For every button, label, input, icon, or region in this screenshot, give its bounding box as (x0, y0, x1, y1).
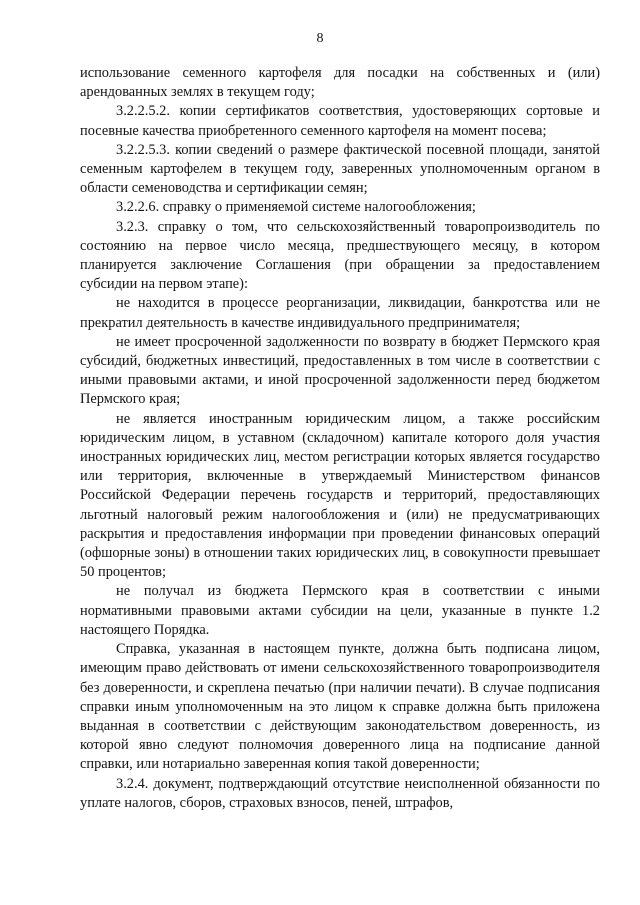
paragraph-3-2-4: 3.2.4. документ, подтверждающий отсутствие неисполненной обязанности по уплате налогов, сборов, страховых взносов, пеней, штрафов, (80, 775, 600, 811)
paragraph-debt: не имеет просроченной задолженности по возврату в бюджет Пермского края субсидий, бюджетных инвестиций, предоставленных в том числе в соответствии с иными правовыми актами, и иной просроченной задолженности перед бюджетом Пермского края; (80, 333, 600, 408)
paragraph-3-2-3: 3.2.3. справку о том, что сельскохозяйственный товаропроизводитель по состоянию на первое число месяца, предшествующего месяцу, в котором планируется заключение Соглашения (при обращении за предоставлением субсидии на первом этапе): (80, 218, 600, 293)
document-body (80, 64, 600, 813)
paragraph-3-2-2-5-3: 3.2.2.5.3. копии сведений о размере фактической посевной площади, занятой семенным картофелем в текущем году, заверенных уполномоченным органом в области семеноводства и сертификации семян; (80, 141, 600, 197)
paragraph-reorganization: не находится в процессе реорганизации, ликвидации, банкротства или не прекратил деятельность в качестве индивидуального предпринимателя; (80, 295, 600, 331)
page-number: 8 (316, 31, 324, 46)
paragraph-subsidies: не получал из бюджета Пермского края в соответствии с иными нормативными правовыми актами субсидии на цели, указанные в пункте 1.2 настоящего Порядка. (80, 583, 600, 638)
paragraph-continuation: использование семенного картофеля для посадки на собственных и (или) арендованных землях в текущем году; (80, 65, 600, 101)
paragraph-signature-requirement: Справка, указанная в настоящем пункте, должна быть подписана лицом, имеющим право действовать от имени сельскохозяйственного товаропроизводителя без доверенности, и скреплена печатью (при наличии печати). В случае подписания справки иным уполномоченным на это лицом к справке должна быть приложена выданная в соответствии с действующим законодательством доверенность, из которой явно следуют полномочия доверенного лица на подписание данной справки, или нотариально заверенная копия такой доверенности; (80, 641, 600, 773)
paragraph-3-2-2-5-2: 3.2.2.5.2. копии сертификатов соответствия, удостоверяющих сортовые и посевные качества приобретенного семенного картофеля на момент посева; (80, 103, 600, 139)
paragraph-3-2-2-6: 3.2.2.6. справку о применяемой системе налогообложения; (116, 199, 476, 216)
paragraph-foreign-entity: не является иностранным юридическим лицом, а также российским юридическим лицом, в уставном (складочном) капитале которого доля участия иностранных юридических лиц, местом регистрации которых является государство или территория, включенные в утверждаемый Министерством финансов Российской Федерации перечень государств и территорий, предоставляющих льготный налоговый режим налогообложения и (или) не предусматривающих раскрытия и предоставления информации при проведении финансовых операций (офшорные зоны) в отношении таких юридических лиц, в совокупности превышает 50 процентов; (80, 410, 600, 581)
